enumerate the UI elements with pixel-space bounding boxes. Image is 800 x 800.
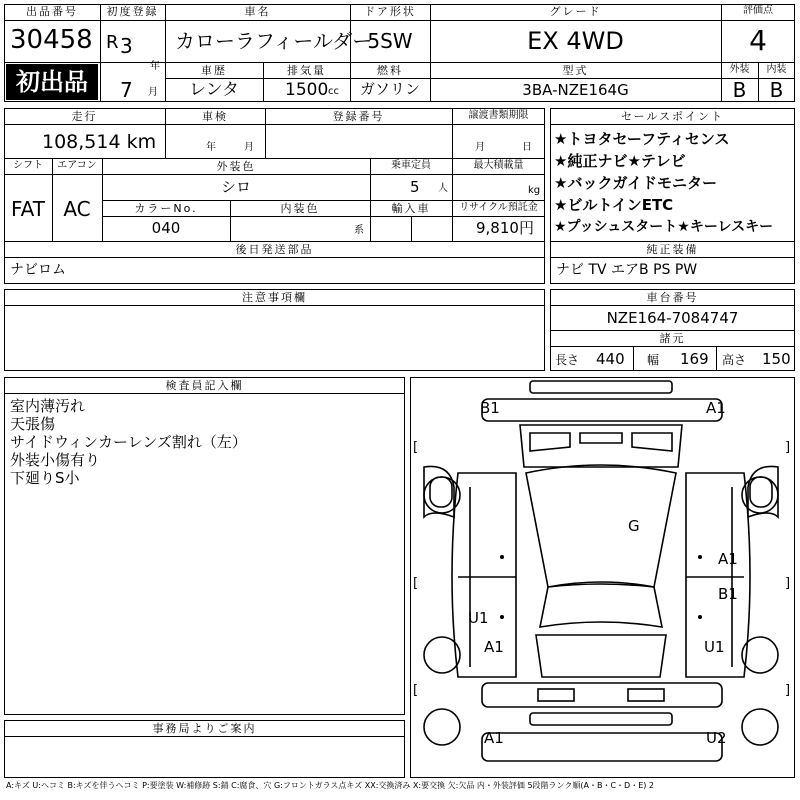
recycle-value: 9,810円: [476, 219, 534, 237]
inspector-note: 下廻りS小: [10, 469, 80, 487]
transfer-month-unit: 月: [475, 142, 485, 153]
int-grade-value: B: [769, 78, 784, 102]
history-value: レンタ: [189, 80, 239, 100]
first-reg-label: 初度登録: [106, 5, 159, 18]
height-value: 150: [762, 350, 791, 368]
chassis-label: 車台番号: [646, 291, 699, 304]
dims-label: 諸元: [659, 332, 686, 345]
inspection-label: 車検: [202, 110, 228, 123]
displacement-value: 1500: [285, 80, 329, 100]
model-value: 3BA-NZE164G: [522, 81, 629, 99]
color-no-label: カラーNo.: [134, 202, 198, 215]
mark-u2-rear-bumper: U2: [706, 729, 727, 747]
car-diagram: [410, 377, 795, 778]
transfer-label: 譲渡書類期限: [468, 110, 529, 121]
mark-a1-rear-bumper: A1: [484, 729, 504, 747]
fuel-label: 燃料: [377, 64, 403, 77]
mark-a1-left-rear: A1: [484, 638, 504, 656]
model-label: 型式: [562, 64, 589, 77]
lot-label: 出品番号: [26, 5, 78, 18]
ext-color-value: シロ: [220, 178, 251, 196]
grade-value: EX 4WD: [527, 27, 624, 55]
score-value: 4: [749, 24, 767, 57]
ac-value: AC: [63, 197, 91, 221]
recycle-label: リサイクル預託金: [459, 202, 538, 213]
reg-month-unit: 月: [148, 87, 158, 98]
ac-label: エアコン: [57, 160, 97, 171]
sales-point-item: ★バックガイドモニター: [554, 174, 717, 192]
ext-grade-value: B: [732, 78, 747, 102]
reg-year: 3: [120, 34, 133, 58]
reg-era: R: [106, 32, 119, 53]
bracket-close: ]: [785, 576, 791, 591]
bracket-open: [: [413, 440, 419, 455]
inspector-note: サイドウィンカーレンズ割れ（左）: [10, 433, 247, 451]
mark-a1-right-door: A1: [718, 550, 738, 568]
length-label: 長さ: [555, 353, 580, 367]
ext-color-label: 外装色: [216, 160, 256, 173]
lot-number: 30458: [10, 25, 93, 55]
score-label: 評価点: [743, 5, 773, 16]
transfer-day-unit: 日: [522, 142, 532, 153]
bracket-close: ]: [785, 440, 791, 455]
first-listing-badge: 初出品: [6, 64, 98, 100]
length-value: 440: [596, 350, 625, 368]
ext-grade-label: 外装: [729, 64, 750, 75]
width-label: 幅: [647, 353, 660, 367]
width-value: 169: [680, 350, 709, 368]
capacity-unit: 人: [438, 183, 448, 194]
bracket-open: [: [413, 683, 419, 698]
capacity-value: 5: [410, 178, 420, 196]
mark-g-windshield: G: [628, 517, 640, 535]
bracket-close: ]: [785, 683, 791, 698]
mark-u1-right-rear: U1: [704, 638, 725, 656]
door-label: ドア形状: [364, 5, 416, 18]
later-parts-label: 後日発送部品: [235, 243, 314, 256]
capacity-label: 乗車定員: [391, 160, 431, 171]
sales-point-item: ★純正ナビ★テレビ: [554, 152, 686, 170]
regno-label: 登録番号: [332, 110, 385, 123]
sales-points-list: [550, 128, 795, 240]
mileage-value: 108,514 km: [42, 131, 157, 153]
inspection-month-unit: 月: [244, 142, 254, 153]
legend-text: A:キズ U:ヘコミ B:キズを伴うヘコミ P:要塗装 W:補修跡 S:錆 C:腐食、穴 G:フロントガラス点キズ XX:交換済み X:要交換 欠:欠品 内・外装評価 5段階ランク順(A・B・C・D・E) 2: [6, 781, 655, 790]
history-label: 車歴: [201, 64, 227, 77]
int-color-unit: 系: [354, 225, 364, 236]
later-parts-value: ナビロム: [10, 262, 66, 278]
inspector-frame: [4, 377, 405, 715]
int-grade-label: 内装: [766, 64, 787, 75]
import-label: 輸入車: [391, 202, 431, 215]
mark-b1-front-left: B1: [480, 399, 500, 417]
inspector-label: 検査員記入欄: [165, 379, 244, 392]
displacement-unit: cc: [328, 86, 339, 97]
load-label: 最大積載量: [473, 160, 524, 171]
equipment-value: ナビ TV エアB PS PW: [556, 262, 698, 278]
mark-u1-left: U1: [468, 609, 489, 627]
inspection-year-unit: 年: [206, 142, 216, 153]
shift-label: シフト: [13, 160, 43, 171]
inspector-note: 外装小傷有り: [10, 451, 101, 469]
displacement-label: 排気量: [287, 64, 326, 77]
sales-point-item: ★プッシュスタート★キーレスキー: [554, 219, 774, 235]
reg-month: 7: [120, 78, 133, 102]
bracket-open: [: [413, 576, 419, 591]
int-color-label: 内装色: [280, 202, 320, 215]
mileage-label: 走行: [71, 110, 98, 123]
notes-label: 注意事項欄: [242, 291, 307, 304]
chassis-number: NZE164-7084747: [606, 309, 739, 327]
sales-points-label: セールスポイント: [620, 110, 724, 123]
inspector-note: 室内薄汚れ: [10, 397, 86, 415]
mark-b1-right-door: B1: [718, 585, 738, 603]
car-name-label: 車名: [244, 5, 271, 18]
door-value: 5SW: [367, 29, 413, 53]
shift-value: FAT: [10, 197, 45, 221]
sales-point-item: ★トヨタセーフティセンス: [554, 130, 730, 148]
height-label: 高さ: [722, 353, 747, 367]
color-no-value: 040: [151, 219, 181, 237]
grade-label: グレード: [549, 5, 602, 18]
mark-a1-front-right: A1: [706, 399, 726, 417]
car-name: カローラフィールダー: [175, 29, 373, 53]
fuel-value: ガソリン: [359, 80, 420, 98]
office-label: 事務局よりご案内: [152, 722, 257, 735]
sales-point-item: ★ビルトインETC: [554, 196, 674, 214]
equipment-label: 純正装備: [646, 243, 699, 256]
reg-year-unit: 年: [150, 61, 160, 72]
inspector-note: 天張傷: [10, 415, 56, 433]
load-unit: kg: [528, 185, 541, 196]
